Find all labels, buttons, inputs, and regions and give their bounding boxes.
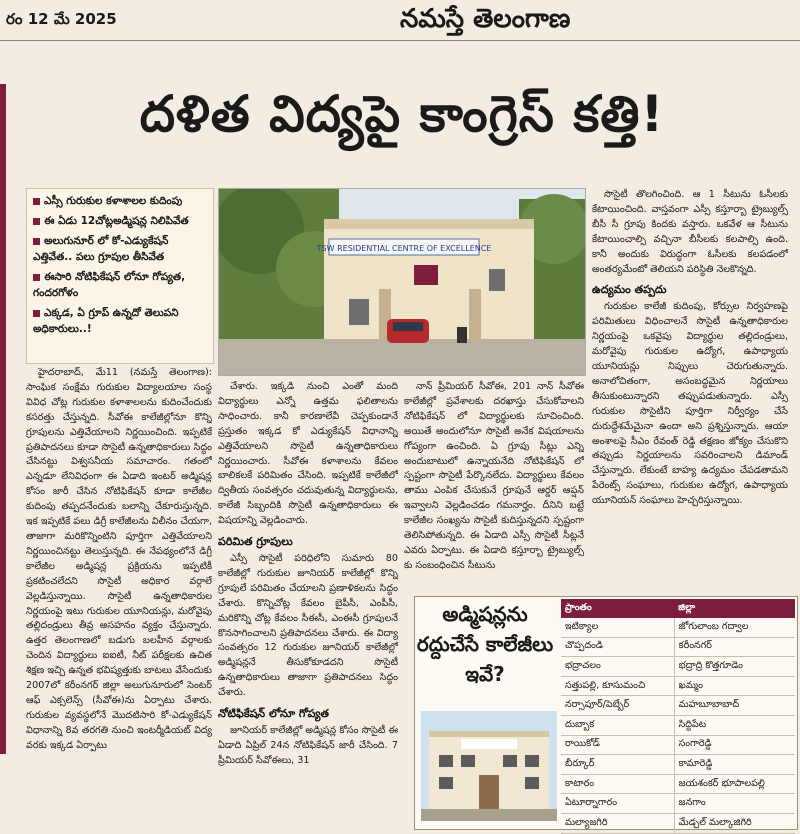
highlights-box <box>26 188 214 364</box>
table-row <box>561 755 795 775</box>
highlight-item: ఈ ఏడు 12చోట్లఅడ్మిషన్ల నిలిపివేత <box>33 213 209 229</box>
table-cell: మల్యాజగిరి <box>561 813 674 833</box>
table-row <box>561 774 795 794</box>
highlight-item: అలుగునూర్ లో కో-ఎడ్యుకేషన్ ఎత్తివేత.. పలు గ్రూపుల తీసివేత <box>33 233 209 265</box>
table-cell: జోగులాంబ గద్వాల <box>674 618 795 637</box>
article-column-2 <box>218 380 398 828</box>
table-row <box>561 794 795 814</box>
article-column-3 <box>404 380 584 592</box>
article-paragraph: చేశారు. ఇక్కడి నుంచి ఎంతో మంది విద్యార్థులు ఎన్నో ఉత్తమ ఫలితాలను సాధించారు. కానీ కారణాలేవీ చెప్పకుండానే ప్రస్తుతం ఇక్కడ కో ఎడ్యుకేషన్ విధానాన్ని ఎత్తివేయాలని సొసైటీ ఉన్నతాధికారులు నిర్ణయించారు. సీవోఈ కళాశాలను కేవలం బాలికలకే పరిమితం చేసింది. ఇప్పటికే కాలేజీలో ద్వితీయ సంవత్సరం చదువుతున్న విద్యార్థులను, కాలేజీ సిబ్బందికి సొసైటీ ఉన్నతాధికారులు ఈ విషయాన్ని వెల్లడించారు. <box>218 381 398 527</box>
column-header-district: జిల్లా <box>674 599 795 618</box>
table-cell: చొప్పదండి <box>561 637 674 657</box>
table-cell: సిద్దిపేట <box>674 715 795 735</box>
table-cell: మహబూబాబాద్ <box>674 696 795 716</box>
article-paragraph: జూనియర్ కాలేజీల్లో అడ్మిషన్ల కోసం సొసైటీ ఈ ఏడాది ఏప్రిల్ 24న నోటిఫికేషన్ జారీ చేసింది. 7 ప్రీమియర్ సీవోఈలు, 31 <box>218 724 398 766</box>
table-cell: కరీంనగర్ <box>674 637 795 657</box>
article-paragraph: గురుకుల కాలేజీ కుదింపు, కోర్సుల నిర్వహణపై పరిమితులు విధించాలనే సొసైటీ ఉన్నతాధికారుల నిర్ణయంపై ఒకవైపు విద్యార్థుల తల్లిదండ్రులు, మరోవైపు గురుకుల ఉద్యోగ, ఉపాధ్యాయ యూనియన్లు నిప్పులు చెరుగుతున్నారు. అనాలోచితంగా, అసంబద్ధమైన నిర్ణయాలు తీసుకుంటున్నారని తప్పుపడుతున్నారు. ఎస్సీ గురుకుల సొసైటీని పూర్తిగా నిర్వీర్యం చేసే దురుద్దేశమేమైనా ఉందా అని ప్రశ్నిస్తున్నారు. ఆయా అంశాలపై సీఎం రేవంత్ రెడ్డి తక్షణం జోక్యం చేసుకొని తప్పుడు నిర్ణయాలను సవరించాలని డిమాండ్ చేస్తున్నారు. లేకుంటే బాహ్య ఉద్యమం చేపడతామని పేరెంట్స్ సంఘాలు, గురుకుల ఉద్యోగ, ఉపాధ్యాయ యూనియన్ సంఘాలు హెచ్చరిస్తున్నాయి. <box>592 301 788 507</box>
table-cell: నర్సాపూర్/పెబ్బేర్ <box>561 696 674 716</box>
building-photo-illustration <box>219 189 585 375</box>
table-row <box>561 637 795 657</box>
table-cell: సంగారెడ్డి <box>674 735 795 755</box>
table-row <box>561 696 795 716</box>
table-cell: ఇటిక్యాల <box>561 618 674 637</box>
building-sign: TSW RESIDENTIAL CENTRE OF EXCELLENCE <box>316 244 492 253</box>
table-row <box>561 813 795 833</box>
table-cell: భద్రాద్రి కొత్తగూడెం <box>674 657 795 677</box>
article-column-4 <box>592 188 788 578</box>
table-cell: భద్రాచలం <box>561 657 674 677</box>
headline: దళిత విద్యపై కాంగ్రెస్ కత్తి! <box>139 85 665 143</box>
subheading: ఉద్యమం తప్పదు <box>592 283 667 297</box>
table-cell: కామారెడ్డి <box>674 755 795 775</box>
subheading: నోటిఫికేషన్ లోనూ గోప్యత <box>218 707 329 721</box>
building-photo <box>218 188 586 376</box>
page-header <box>0 0 800 41</box>
table-cell: ఖమ్మం <box>674 676 795 696</box>
subheading: పరిమిత గ్రూపులు <box>218 535 293 549</box>
article-paragraph: హైదరాబాద్, మే11 (నమస్తే తెలంగాణ): సాంఘిక సంక్షేమ గురుకుల విద్యాలయాల సంస్థ వివిధ చోట్ల గురుకుల కళాశాలలను కుదించేందుకు కసరత్తు చేస్తున్నది. సీవోఈ కాలేజీల్లోనూ కొన్ని గ్రూపులను ఎత్తివేయాలని నిర్ణయించింది. ఇప్పటికే ప్రతిపాదనలు కూడా సొసైటీ ఉన్నతాధికారులు సిద్ధం చేసినట్టు విశ్వసనీయ సమాచారం. గతంలో ఎన్నడూ లేనివిధంగా ఈ ఏడాది ఇంటర్ అడ్మిషన్ల కోసం జారీ చేసిన నోటిఫికేషన్ కూడా కాలేజీల కుదింపు తప్పదనేందుకు బలాన్ని చేకూరుస్తున్నది. ఇక ఇప్పటికే పలు డిగ్రీ కాలేజీలను విలీనం చేయగా, తాజాగా మరికొన్నింటిని పూర్తిగా ఎత్తివేయాలని నిర్ణయించినట్టు తెలుస్తున్నది. ఈ నేపథ్యంలోనే డిగ్రీ కాలేజీల అడ్మిషన్ల ప్రక్రియను ఇప్పటికీ ప్రకటించలేదని సొసైటీ అధికార వర్గాలే వెల్లడిస్తున్నాయి. సొసైటీ ఉన్నతాధికారుల నిర్ణయంపై ఇటు గురుకుల యూనియన్లు, మరోవైపు తల్లిదండ్రులు తీవ్ర అసహనం వ్యక్తం చేస్తున్నారు. ఉత్తర తెలంగాణలో బడుగు బలహీన వర్గాలకు చెందిన విద్యార్థులు ఐఐటీ, నీట్ పరీక్షలకు ఉచిత శిక్షణ ఇచ్చి ఉన్నత భవిష్యత్తుకు బాటలు వేసేందుకు 2007లో కరీంనగర్ జిల్లా అలుగునూరులో సెంటర్ ఆఫ్ ఎక్సలెన్స్ (సీవోఈ)ను ఏర్పాటు చేశారు. గురుకుల వ్యవస్థలోనే మొదటిసారి కో-ఎడ్యుకేషన్ విధానాన్ని 8వ తరగతి నుంచి ఇంటర్మీడియట్ విద్య వరకు ఇక్కడ ఏర్పాటు <box>26 367 212 751</box>
colleges-sidebar-box <box>414 596 798 830</box>
article-paragraph: నాన్ ప్రీమియర్ సీవోఈ, 201 నాన్ సీవోఈ కాలేజీల్లో ప్రవేశాలకు దరఖాస్తు చేసుకోవాలని నోటిఫికేషన్ లో విద్యార్థులకు సూచించింది. అయితే అందులోనూ సొసైటీ అనేక విషయాలను గోప్యంగా ఉంచింది. ఏ గ్రూపు సీట్లు ఎన్ని అందుబాటులో ఉన్నాయనేది నోటిఫికేషన్ లో స్పష్టంగా సొసైటీ పేర్కొనలేదు. విద్యార్థులు కేవలం తాము ఎంపిక చేసుకునే గ్రూపునే ఆర్డర్ ఆప్షన్ ఇవ్వాలని వెల్లడించడం గమనార్హం. దీనిని బట్టే కాలేజీల సంఖ్యను సొసైటీ కుదిస్తున్నదని స్పష్టంగా తెలిసిపోతున్నది. ఈ ఏడాది ఎస్సీ సొసైటీ సీట్లనే ఎవరు ఏర్పాటు. ఈ ఏడాది కస్తూర్బా ట్రైబ్యుల్స్ కు సంబంధించిన సీటును <box>404 381 584 571</box>
left-accent-bar <box>0 84 6 754</box>
box-question: అడ్మిషన్లను రద్దుచేసే కాలేజీలు ఇవే? <box>416 602 554 686</box>
table-row <box>561 735 795 755</box>
table-cell: జనగాం <box>674 794 795 814</box>
table-row <box>561 657 795 677</box>
table-cell: బీర్కూర్ <box>561 755 674 775</box>
highlight-item: ఈసారి నోటిఫికేషన్ లోనూ గోప్యత, గందరగోళం <box>33 269 209 301</box>
table-cell: మేడ్చల్ మల్కాజిగిరి <box>674 813 795 833</box>
table-cell: దుబ్బాక <box>561 715 674 735</box>
table-cell: రాయికోడ్ <box>561 735 674 755</box>
table-row <box>561 715 795 735</box>
table-cell: జయశంకర్ భూపాలపల్లి <box>674 774 795 794</box>
highlight-item: ఎక్కడ, ఏ గ్రూప్ ఉన్నదో తెలుపని అధికారులు..! <box>33 305 209 337</box>
table-cell: కాటారం <box>561 774 674 794</box>
table-cell: సత్తుపల్లి, కూసుమంచి <box>561 676 674 696</box>
table-row <box>561 676 795 696</box>
article-paragraph: ఎస్సీ సొసైటీ పరిధిలోని సుమారు 80 కాలేజీల్లో గురుకుల జూనియర్ కాలేజీల్లో కొన్ని గ్రూపులే పరిమితం చేయాలని ప్రణాళికలను సిద్ధం చేశారు. కొన్నిచోట్ల కేవలం బైపీసీ, ఎంపీసీ, మరికొన్ని చోట్ల కేవలం సీఈసీ, ఎంఈసీ గ్రూపులనే కొనసాగించాలని ప్రతిపాదనలు చేశారు. ఈ విద్యా సంవత్సరం 12 గురుకుల జూనియర్ కాలేజీల్లో అడ్మిషన్లనే తీసుకోకూడదని సొసైటీ ఉన్నతాధికారులు తాజాగా ప్రతిపాదనలు సిద్ధం చేశారు. <box>218 552 398 699</box>
table-cell: ఏటూర్నాగారం <box>561 794 674 814</box>
masthead: నమస్తే తెలంగాణ <box>400 4 571 34</box>
article-column-1 <box>26 366 212 828</box>
column-header-place: ప్రాంతం <box>561 599 674 618</box>
table-row <box>561 618 795 637</box>
highlight-item: ఎస్సీ గురుకుల కళాశాలల కుదింపు <box>33 193 209 209</box>
college-photo <box>421 711 557 821</box>
colleges-table <box>561 599 795 834</box>
article-paragraph: సొసైటీ తొలగించింది. ఆ 1 సీటును ఓసీలకు కేటాయించింది. వాస్తవంగా ఎస్సీ కస్తూర్బా ట్రైబ్యుల్స్ బీసీ సీ గ్రూపు కిందకు వస్తారు. ఒకవేళ ఆ సీటును కేటాయించాల్సి వచ్చినా బీసీలకు కలపాల్సి ఉంది. కానీ అందుకు విరుద్ధంగా ఓసీలకు కలపడంలో అంతర్యమేంటో తెలియని పరిస్థితి నెలకొన్నది. <box>592 189 788 275</box>
edition-date: రం 12 మే 2025 <box>6 10 117 28</box>
table-header-row <box>561 599 795 618</box>
